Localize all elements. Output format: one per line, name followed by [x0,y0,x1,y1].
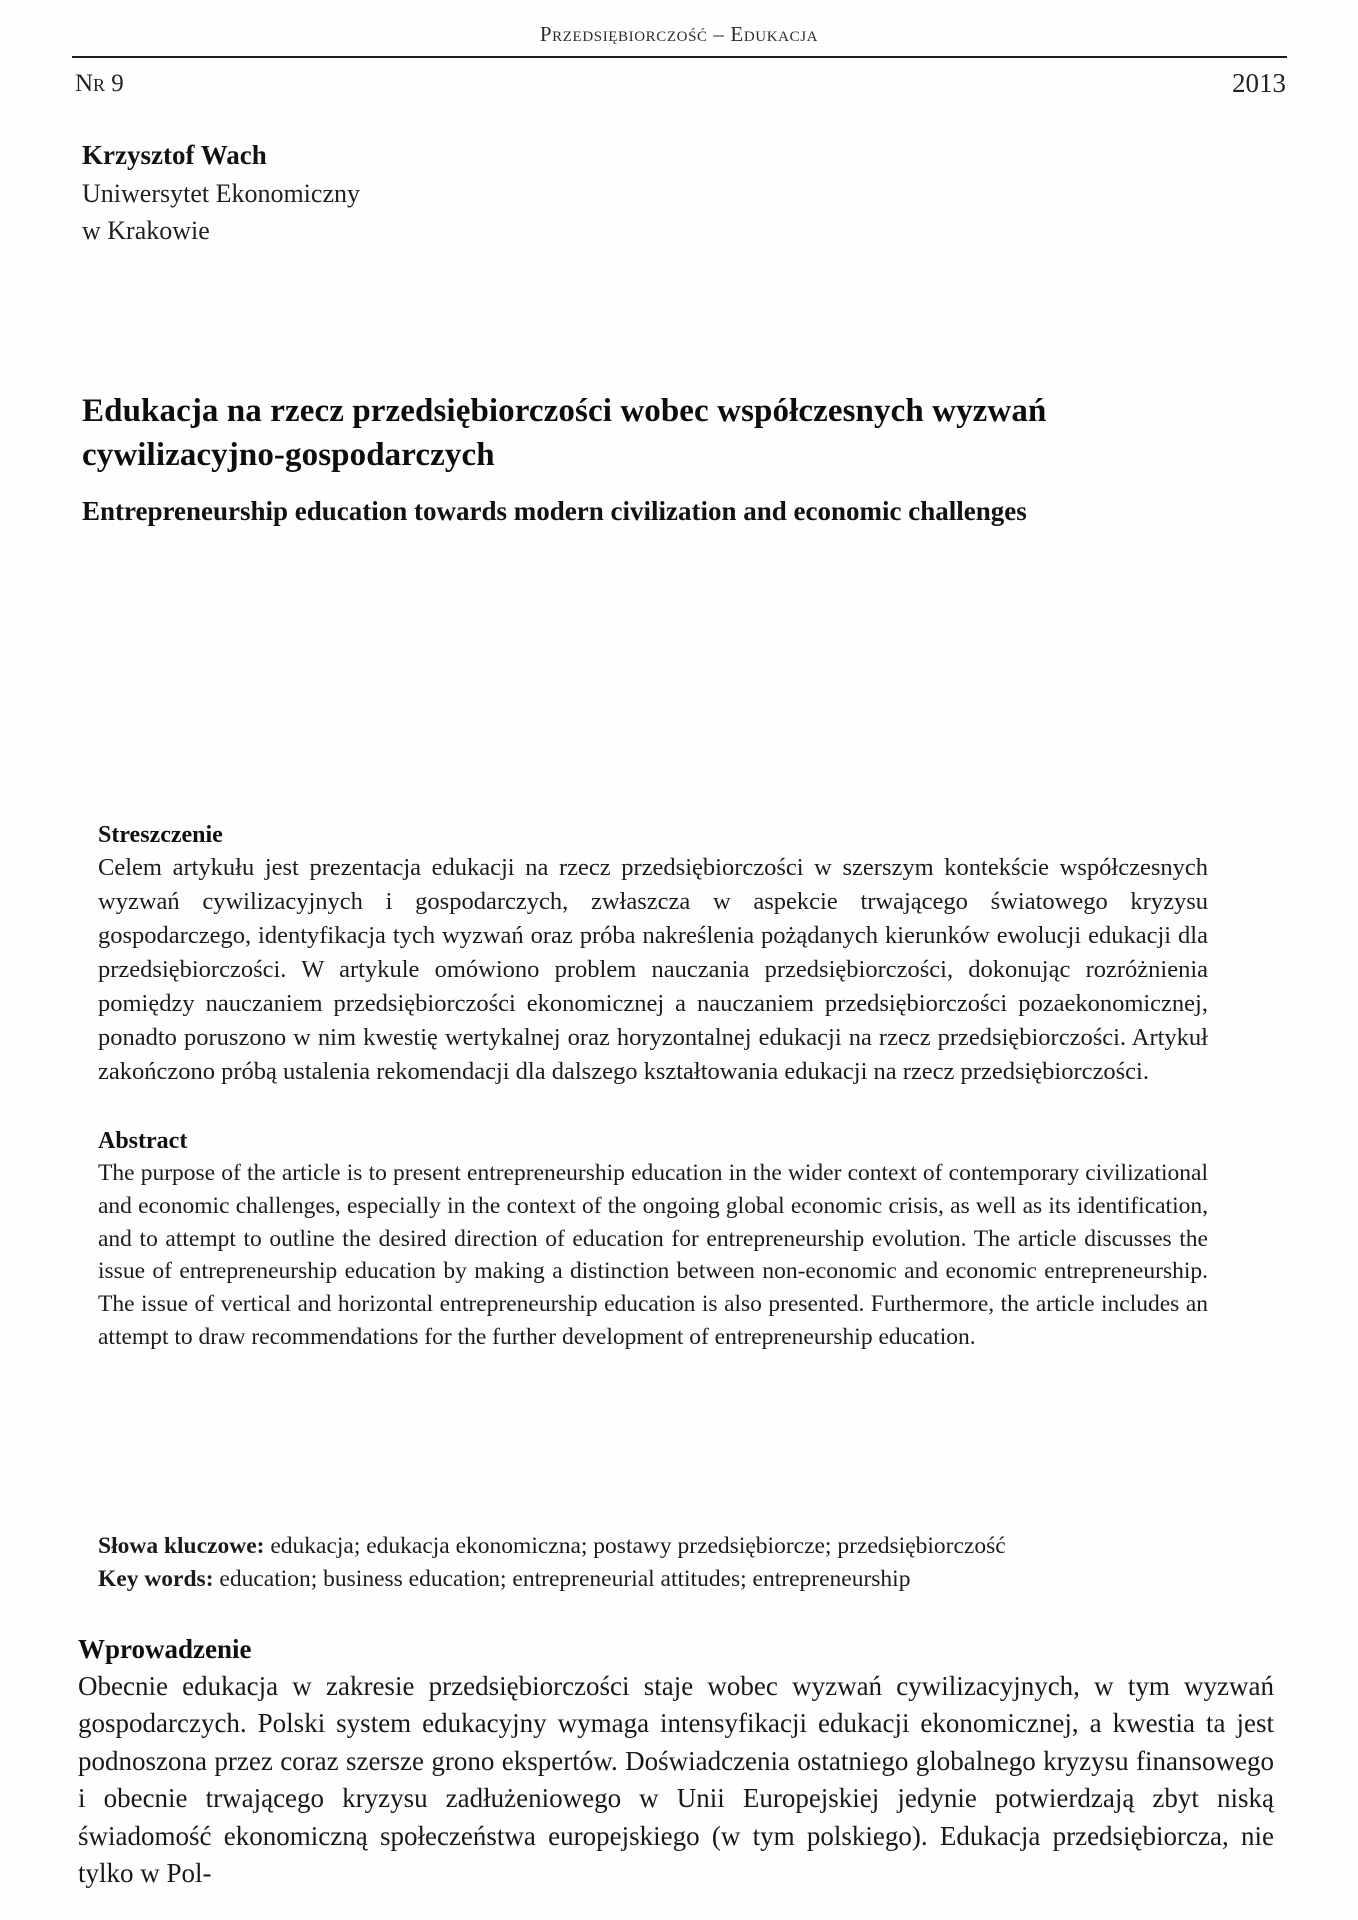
author-name: Krzysztof Wach [82,140,267,170]
introduction-section [78,1634,1274,1892]
abstract-en-text: The purpose of the article is to present entrepreneurship education in the wider context of contemporary civilizational and economic challenges, especially in the context of the ongoing global economic crisis, as well as its identification, and to attempt to outline the desired direction of education for entrepreneurship evolution. The article discusses the issue of entrepreneurship education by making a distinction between non-economic and economic entrepreneurship. The issue of vertical and horizontal entrepreneurship education is also presented. Furthermore, the article includes an attempt to draw recommendations for the further development of entrepreneurship education. [98,1160,1208,1350]
abstract-en-block [98,1128,1208,1353]
abstract-pl-label: Streszczenie [98,822,223,848]
keywords-section [98,1530,1238,1597]
author-block [82,136,360,250]
abstracts-section [98,822,1208,1353]
keywords-en-value: education; business education; entrepreneurial attitudes; entrepreneurship [213,1566,911,1593]
title-block [82,390,1192,531]
keywords-pl-label: Słowa kluczowe: [98,1533,265,1559]
introduction-heading: Wprowadzenie [78,1634,252,1664]
abstract-pl-text: Celem artykułu jest prezentacja edukacji na rzecz przedsiębiorczości w szerszym kontekście współczesnych wyzwań cywilizacyjnych i gospodarczych, zwłaszcza w aspekcie trwającego światowego kryzysu gospodarczego, identyfikacja tych wyzwań oraz próba nakreślenia pożądanych kierunków ewolucji edukacji dla przedsiębiorczości. W artykule omówiono problem nauczania przedsiębiorczości, dokonując rozróżnienia pomiędzy nauczaniem przedsiębiorczości ekonomicznej a nauczaniem przedsiębiorczości pozaekonomicznej, ponadto poruszono w nim kwestię wertykalnej oraz horyzontalnej edukacji na rzecz przedsiębiorczości. Artykuł zakończono próbą ustalenia rekomendacji dla dalszego kształtowania edukacji na rzecz przedsiębiorczości. [98,854,1208,1085]
keywords-en-label: Key words: [98,1566,214,1593]
header-rule [72,56,1287,58]
introduction-text: Obecnie edukacja w zakresie przedsiębiorczości staje wobec wyzwań cywilizacyjnych, w tym wyzwań gospodarczych. Polski system edukacyjny wymaga intensyfikacji edukacji ekonomicznej, a kwestia ta jest podnoszona przez coraz szersze grono ekspertów. Doświadczenia ostatniego globalnego kryzysu finansowego i obecnie trwającego kryzysu zadłużeniowego w Unii Europejskiej jedynie potwierdzają zbyt niską świadomość ekonomiczną społeczeństwa europejskiego (w tym polskiego). Edukacja przedsiębiorcza, nie tylko w Pol- [78,1671,1274,1888]
running-head: Przedsiębiorczość – Edukacja [539,22,819,46]
keywords-pl-value: edukacja; edukacja ekonomiczna; postawy przedsiębiorcze; przedsiębiorczość [264,1533,1006,1559]
page-title: Edukacja na rzecz przedsiębiorczości wobec współczesnych wyzwań cywilizacyjno-gospodarczych [82,393,1047,473]
author-affiliation-line1: Uniwersytet Ekonomiczny [82,179,360,209]
keywords-pl-line [98,1530,1238,1563]
abstract-en-label: Abstract [98,1128,188,1155]
issue-year: 2013 [1232,68,1286,98]
keywords-en-line [98,1563,1238,1596]
page-subtitle-english: Entrepreneurship education towards modern civilization and economic challenges [82,495,1027,526]
issue-number: Nr 9 [75,70,124,97]
author-affiliation-line2: w Krakowie [82,216,210,246]
